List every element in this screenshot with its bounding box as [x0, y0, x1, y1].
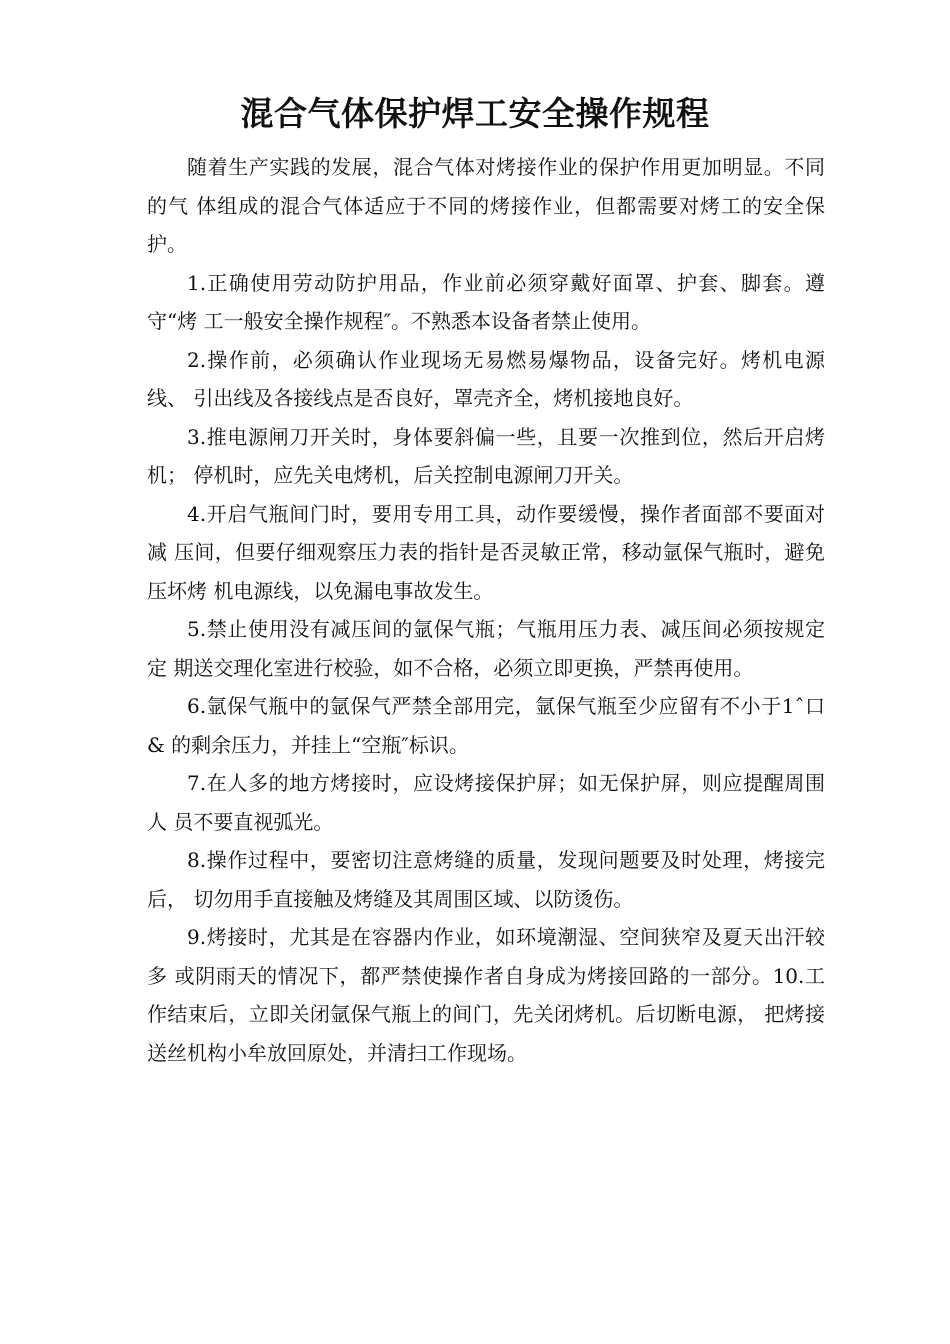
rule-paragraph-4: 4.开启气瓶间门时，要用专用工具，动作要缓慢，操作者面部不要面对减 压间，但要仔细观察压力表的指针是否灵敏正常，移动氩保气瓶时，避免压坏烤 机电源线，以免漏电事故发生。 — [147, 501, 825, 603]
rule-paragraph-8: 8.操作过程中，要密切注意烤缝的质量，发现问题要及时处理，烤接完后， 切勿用手直接触及烤缝及其周围区域、以防烫伤。 — [147, 848, 825, 911]
rule-paragraph-9-10: 9.烤接时，尤其是在容器内作业，如环境潮湿、空间狭窄及夏天出汗较多 或阴雨天的情况下，都严禁使操作者自身成为烤接回路的一部分。10.工作结束后，立即关闭氩保气瓶上的间门，先关闭烤机。后切断电源， 把烤接送丝机构小牟放回原处，并清扫工作现场。 — [147, 925, 825, 1065]
rule-paragraph-2: 2.操作前，必须确认作业现场无易燃易爆物品，设备完好。烤机电源线、 引出线及各接线点是否良好，罩壳齐全，烤机接地良好。 — [147, 347, 825, 410]
document-title: 混合气体保护焊工安全操作规程 — [240, 94, 710, 133]
rule-paragraph-7: 7.在人多的地方烤接时，应设烤接保护屏；如无保护屏，则应提醒周围人 员不要直视弧光。 — [147, 771, 825, 834]
document-body — [147, 148, 825, 1072]
rule-paragraph-6: 6.氩保气瓶中的氩保气严禁全部用完，氩保气瓶至少应留有不小于1ˆ口& 的剩余压力，并挂上“空瓶″标识。 — [147, 694, 825, 757]
intro-paragraph: 随着生产实践的发展，混合气体对烤接作业的保护作用更加明显。不同的气 体组成的混合气体适应于不同的烤接作业，但都需要对烤工的安全保护。 — [147, 155, 825, 256]
rule-paragraph-3: 3.推电源闸刀开关时，身体要斜偏一些，且要一次推到位，然后开启烤机； 停机时，应先关电烤机，后关控制电源闸刀开关。 — [147, 424, 825, 487]
rule-paragraph-5: 5.禁止使用没有减压间的氩保气瓶；气瓶用压力表、减压间必须按规定定 期送交理化室进行校验，如不合格，必须立即更换，严禁再使用。 — [147, 617, 825, 680]
rule-paragraph-1: 1.正确使用劳动防护用品，作业前必须穿戴好面罩、护套、脚套。遵守“烤 工一般安全操作规程″。不熟悉本设备者禁止使用。 — [147, 270, 825, 333]
